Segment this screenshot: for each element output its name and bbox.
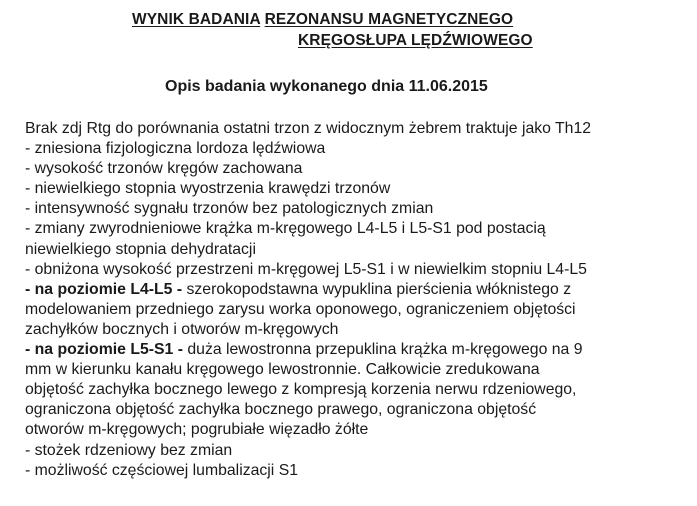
report-line: Brak zdj Rtg do porównania ostatni trzon z widocznym żebrem traktuje jako Th12: [25, 120, 592, 137]
report-line: - zmiany zwyrodnieniowe krążka m-kręgowego L4-L5 i L5-S1 pod postacią: [25, 220, 546, 238]
l5s1-line-5: otworów m-kręgowych; pogrubiałe więzadło żółte: [25, 421, 369, 439]
title-part-2: REZONANSU MAGNETYCZNEGO: [264, 11, 514, 28]
l5s1-line-1: [25, 340, 685, 360]
report-line: - niewielkiego stopnia wyostrzenia krawędzi trzonów: [25, 180, 391, 198]
document-title-line-2: [298, 32, 697, 50]
document-title-line-1: [132, 11, 697, 29]
l5s1-line-3: objętość zachyłka bocznego lewego z kompresją korzenia nerwu rdzeniowego,: [25, 381, 577, 399]
report-line: - intensywność sygnału trzonów bez patologicznych zmian: [25, 200, 434, 218]
report-line: - możliwość częściowej lumbalizacji S1: [25, 461, 299, 479]
exam-date-subtitle: Opis badania wykonanego dnia 11.06.2015: [165, 78, 488, 95]
l5s1-text-1: duża lewostronna przepuklina krążka m-kręgowego na 9: [182, 341, 583, 359]
report-line: niewielkiego stopnia dehydratacji: [25, 240, 256, 258]
title-part-1: WYNIK BADANIA: [132, 11, 261, 28]
report-line: - obniżona wysokość przestrzeni m-kręgowej L5-S1 i w niewielkim stopniu L4-L5: [25, 260, 587, 278]
l4l5-line-2: modelowaniem przedniego zarysu worka oponowego, ograniczeniem objętości: [25, 300, 576, 318]
report-line: - stożek rdzeniowy bez zmian: [25, 441, 233, 459]
report-body: [25, 119, 685, 481]
l4l5-text-1: szerokopodstawna wypuklina pierścienia włóknistego z: [182, 280, 572, 298]
l5s1-line-2: mm w kierunku kanału kręgowego lewostronnie. Całkowicie zredukowana: [25, 361, 540, 379]
l4l5-heading: - na poziomie L4-L5 -: [25, 280, 183, 298]
l5s1-line-4: ograniczona objętość zachyłka bocznego prawego, ograniczona objętość: [25, 401, 537, 419]
report-line: - zniesiona fizjologiczna lordoza lędźwiowa: [25, 140, 326, 158]
report-line: - wysokość trzonów kręgów zachowana: [25, 160, 303, 178]
l5s1-heading: - na poziomie L5-S1 -: [25, 341, 183, 359]
title-part-3: KRĘGOSŁUPA LĘDŹWIOWEGO: [298, 32, 533, 49]
l4l5-line-1: [25, 280, 685, 300]
l4l5-line-3: zachyłków bocznych i otworów m-kręgowych: [25, 320, 339, 338]
